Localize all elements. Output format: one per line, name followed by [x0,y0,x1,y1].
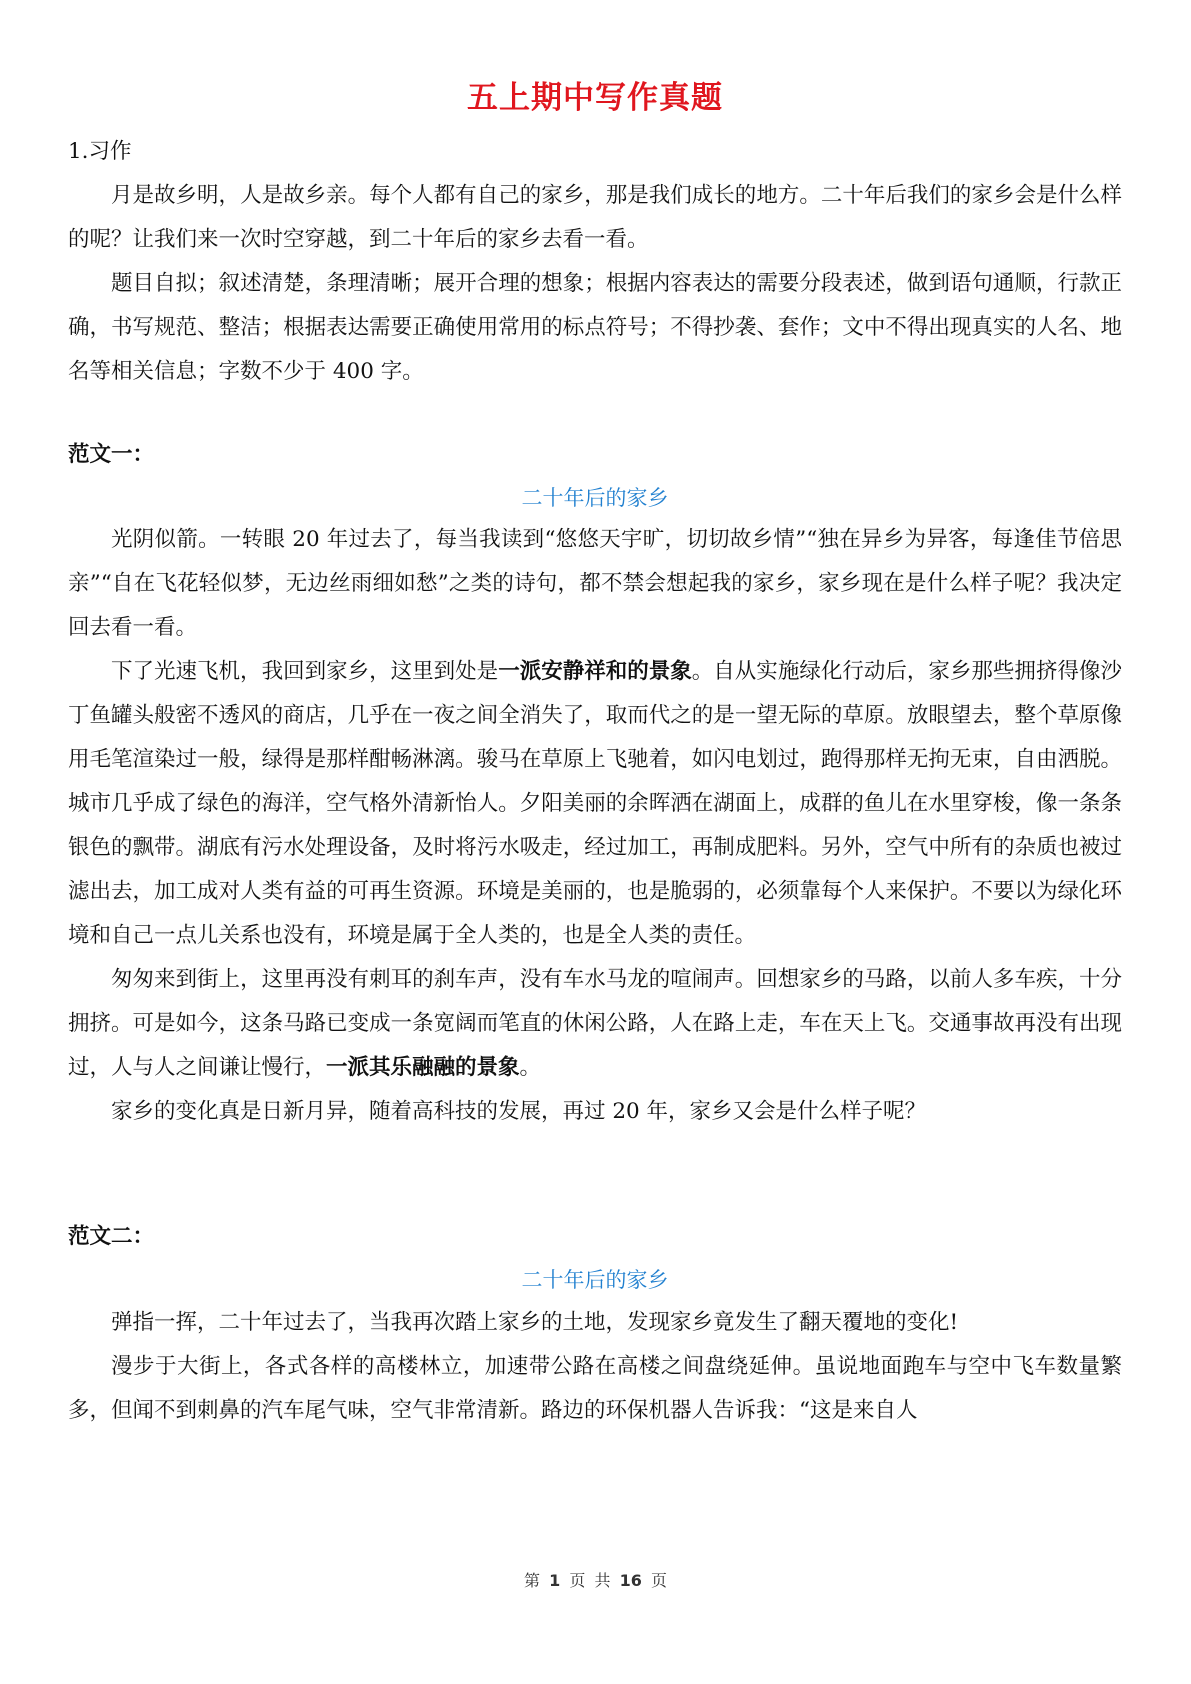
essay1-p3-text-b: 。 [519,1055,542,1080]
essay1-paragraph-4: 家乡的变化真是日新月异，随着高科技的发展，再过 20 年，家乡又会是什么样子呢？ [111,1099,927,1124]
essay2-label: 范文二： [68,1224,155,1249]
essay2-paragraph-1: 弹指一挥，二十年过去了，当我再次踏上家乡的土地，发现家乡竟发生了翻天覆地的变化! [111,1310,959,1335]
page-footer [0,1568,1191,1591]
essay1-p2-text-a: 下了光速飞机，我回到家乡，这里到处是 [111,659,499,684]
essay2-paragraph-2: 漫步于大街上，各式各样的高楼林立，加速带公路在高楼之间盘绕延伸。虽说地面跑车与空中飞车数量繁多，但闻不到刺鼻的汽车尾气味，空气非常清新。路边的环保机器人告诉我：“这是来自人 [68,1354,1122,1423]
question-section [68,130,1122,394]
essay1-p2-text-b: 。自从实施绿化行动后，家乡那些拥挤得像沙丁鱼罐头般密不透风的商店，几乎在一夜之间全消失了，取而代之的是一望无际的草原。放眼望去，整个草原像用毛笔渲染过一般，绿得是那样酣畅淋漓。骏马在草原上飞驰着，如闪电划过，跑得那样无拘无束，自由洒脱。城市几乎成了绿色的海洋，空气格外清新怡人。夕阳美丽的余晖洒在湖面上，成群的鱼儿在水里穿梭，像一条条银色的飘带。湖底有污水处理设备，及时将污水吸走，经过加工，再制成肥料。另外，空气中所有的杂质也被过滤出去，加工成对人类有益的可再生资源。环境是美丽的，也是脆弱的，必须靠每个人来保护。不要以为绿化环境和自己一点儿关系也没有，环境是属于全人类的，也是全人类的责任。 [68,659,1122,948]
footer-middle: 页 共 [569,1571,611,1590]
page-title: 五上期中写作真题 [467,80,723,116]
footer-suffix: 页 [650,1571,667,1590]
essay2-body [68,1301,1122,1433]
footer-total-pages: 16 [619,1571,642,1590]
essay1-paragraph-1: 光阴似箭。一转眼 20 年过去了，每当我读到“悠悠天宇旷，切切故乡情”“独在异乡为异客，每逢佳节倍思亲”“自在飞花轻似梦，无边丝雨细如愁”之类的诗句，都不禁会想起我的家乡，家乡现在是什么样子呢？我决定回去看一看。 [68,527,1122,640]
prompt-paragraph: 月是故乡明，人是故乡亲。每个人都有自己的家乡，那是我们成长的地方。二十年后我们的家乡会是什么样的呢？让我们来一次时空穿越，到二十年后的家乡去看一看。 [68,183,1122,252]
essay1-title: 二十年后的家乡 [521,486,669,510]
prompt-requirements: 题目自拟；叙述清楚，条理清晰；展开合理的想象；根据内容表达的需要分段表述，做到语句通顺，行款正确，书写规范、整洁；根据表达需要正确使用常用的标点符号；不得抄袭、套作；文中不得出现真实的人名、地名等相关信息；字数不少于 400 字。 [68,271,1122,384]
essay1-p3-highlight: 一派其乐融融的景象 [326,1055,520,1080]
footer-current-page: 1 [549,1571,561,1590]
essay1-paragraph-2 [68,650,1122,958]
essay2-title: 二十年后的家乡 [521,1268,669,1292]
question-label: 1.习作 [68,139,132,164]
essay1-body [68,518,1122,1134]
essay1-paragraph-3 [68,958,1122,1090]
essay1-label: 范文一： [68,442,155,467]
essay1-p3-text-a: 匆匆来到街上，这里再没有刺耳的刹车声，没有车水马龙的喧闹声。回想家乡的马路，以前人多车疾，十分拥挤。可是如今，这条马路已变成一条宽阔而笔直的休闲公路，人在路上走，车在天上飞。交通事故再没有出现过，人与人之间谦让慢行， [68,967,1122,1080]
essay1-p2-highlight: 一派安静祥和的景象 [498,659,692,684]
footer-prefix: 第 [524,1571,541,1590]
